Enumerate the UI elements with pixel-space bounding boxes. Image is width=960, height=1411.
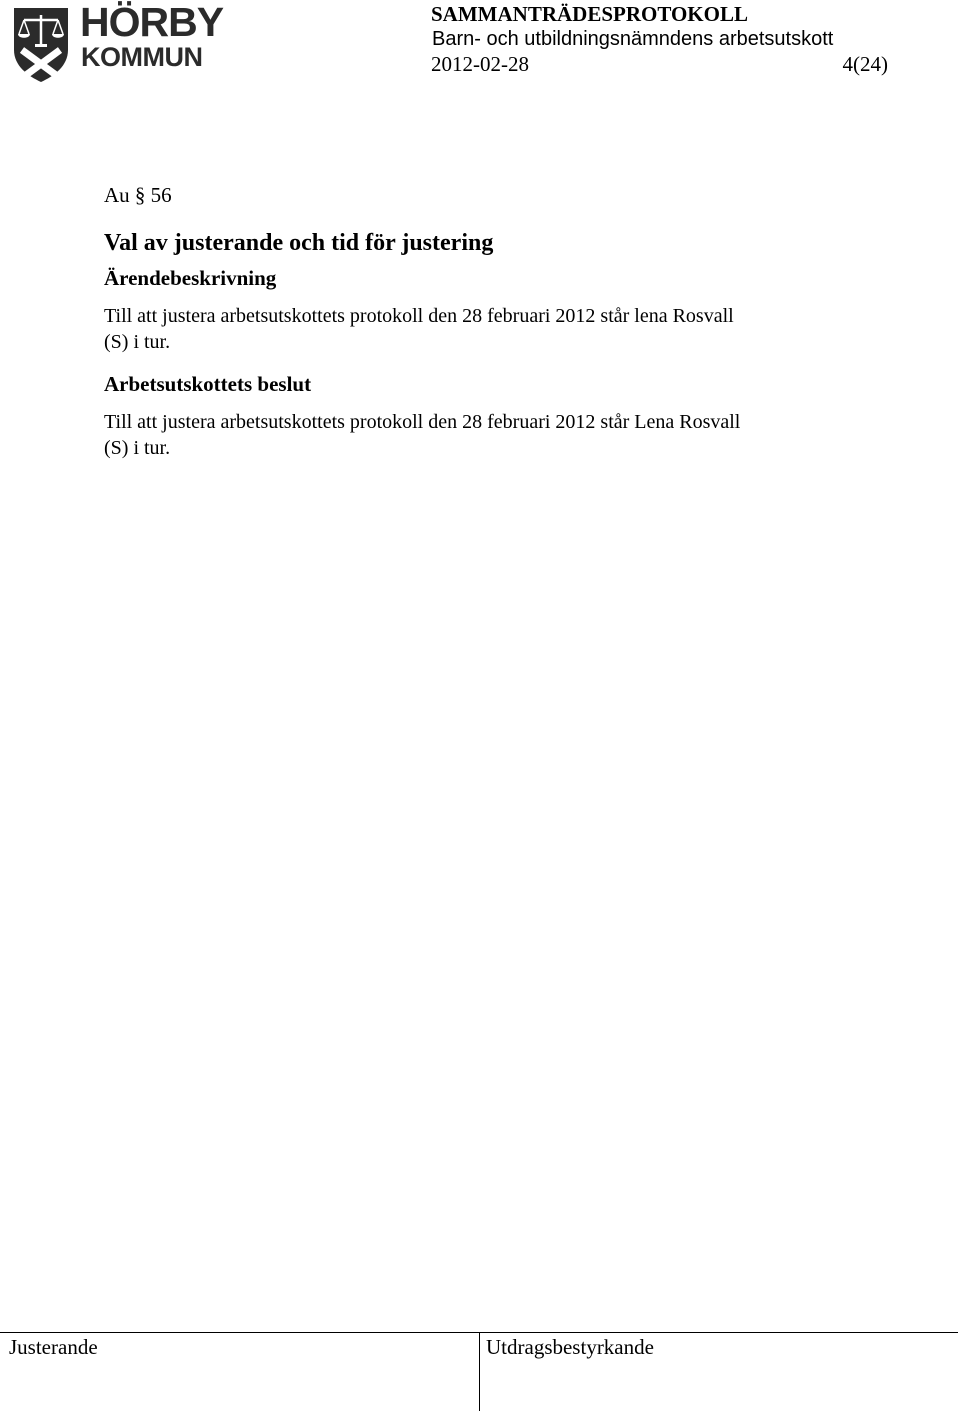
signature-field-utdragsbestyrkande: Utdragsbestyrkande bbox=[486, 1335, 654, 1359]
paragraph-title: Val av justerande och tid för justering bbox=[104, 230, 494, 257]
signature-footer bbox=[0, 1332, 958, 1411]
signature-field-justerande: Justerande bbox=[9, 1335, 98, 1359]
document-type: SAMMANTRÄDESPROTOKOLL bbox=[431, 2, 748, 26]
meeting-date: 2012-02-28 bbox=[431, 52, 529, 76]
page-number: 4(24) bbox=[842, 52, 888, 76]
section-text-decision: Till att justera arbetsutskottets protokoll den 28 februari 2012 står Lena Rosvall (S) i tur. bbox=[104, 411, 741, 460]
section-heading-description: Ärendebeskrivning bbox=[104, 265, 277, 290]
paragraph-number: Au § 56 bbox=[104, 183, 172, 207]
section-heading-decision: Arbetsutskottets beslut bbox=[104, 372, 312, 397]
scales-of-justice-shield-icon bbox=[10, 6, 72, 84]
municipality-logo bbox=[10, 0, 224, 84]
section-text-description: Till att justera arbetsutskottets protokoll den 28 februari 2012 står lena Rosvall (S) i tur. bbox=[104, 305, 734, 354]
footer-divider bbox=[479, 1333, 480, 1411]
minutes-paragraph bbox=[104, 180, 864, 461]
logo-name-line2: KOMMUN bbox=[81, 42, 203, 72]
logo-name-line1: HÖRBY bbox=[80, 0, 224, 45]
committee-name: Barn- och utbildningsnämndens arbetsutskott bbox=[432, 28, 834, 50]
